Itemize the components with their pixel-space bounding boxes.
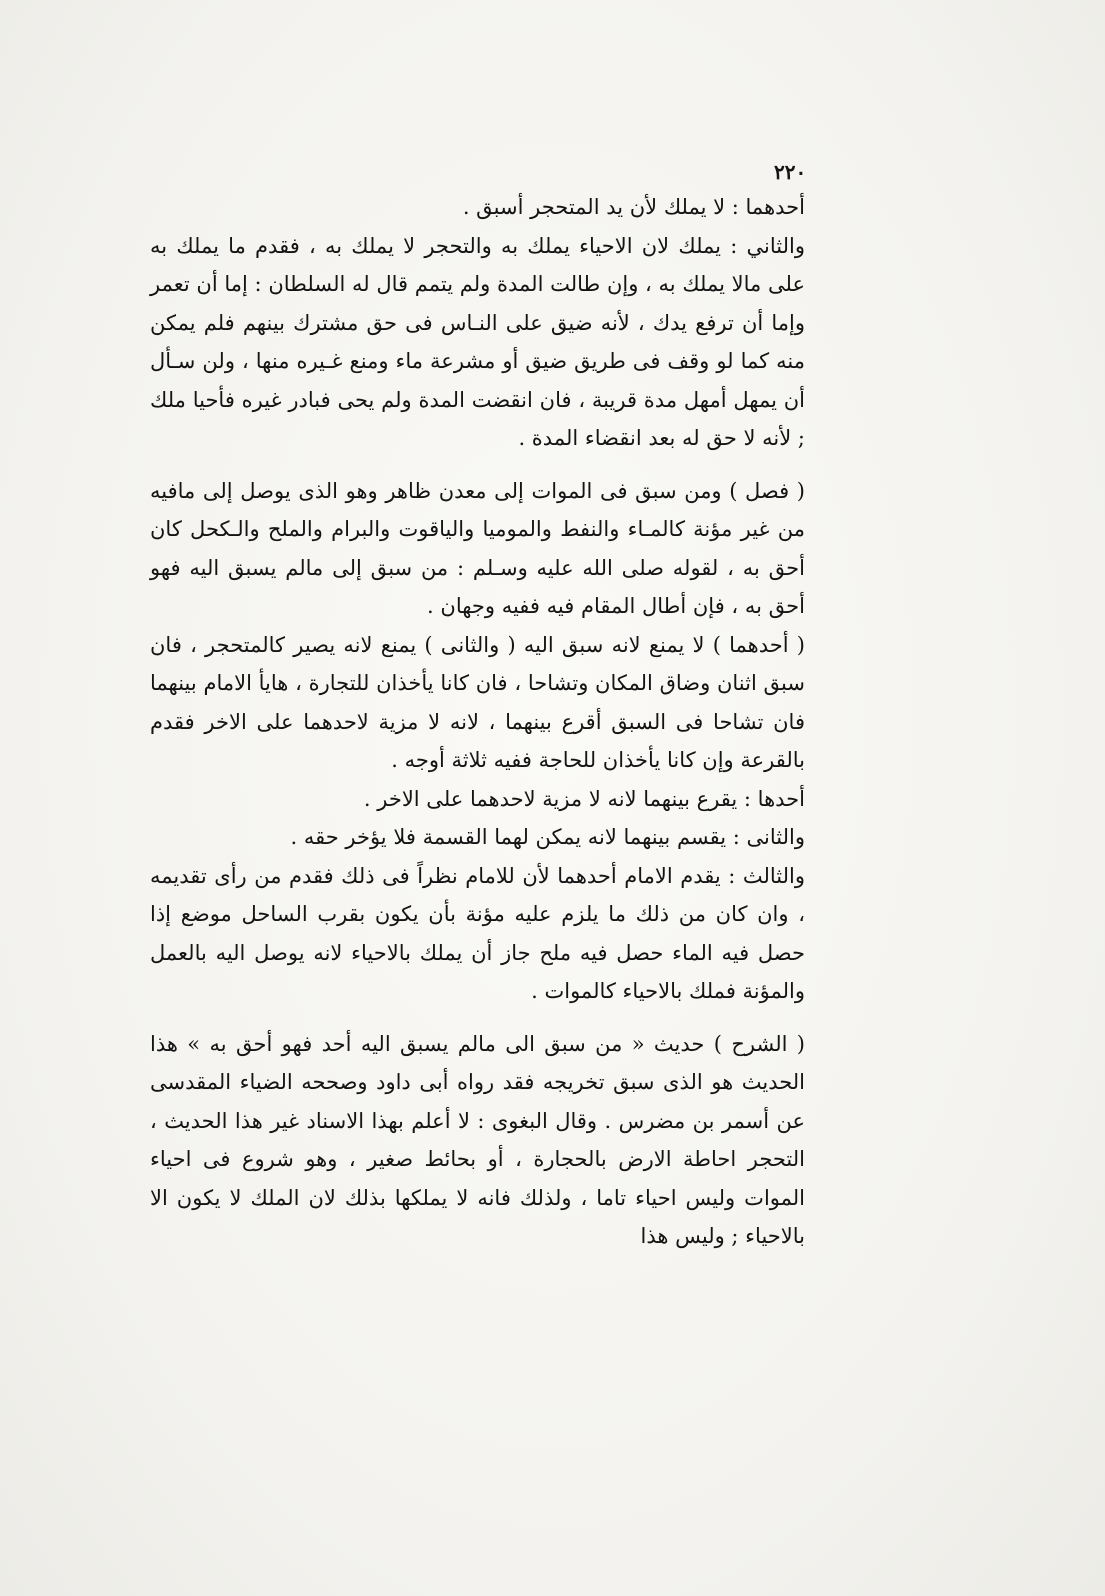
body-text [150, 188, 850, 1256]
paragraph-7: والثالث : يقدم الامام أحدهما لأن للامام نظراً فى ذلك فقدم من رأى تقديمه ، وان كان من ذلك ما يلزم عليه مؤنة بأن يكون بقرب الساحل موضع إذا حصل فيه الماء حصل فيه ملح جاز أن يملك بالاحياء لانه يوصل اليه بالعمل والمؤنة فملك بالاحياء كالموات . [150, 863, 805, 1003]
paragraph-4: ( أحدهما ) لا يمنع لانه سبق اليه ( والثانى ) يمنع لانه يصير كالمتحجر ، فان سبق اثنان وضاق المكان وتشاحا ، فان كانا يأخذان للتجارة ، هايأ الامام بينهما فان تشاحا فى السبق أقرع بينهما ، لانه لا مزية لاحدهما على الاخر فقدم بالقرعة وإن كانا يأخذان للحاجة ففيه ثلاثة أوجه . [150, 632, 805, 772]
paragraph-2: والثاني : يملك لان الاحياء يملك به والتحجر لا يملك به ، فقدم ما يملك به على مالا يملك به ، وإن طالت المدة ولم يتمم قال له السلطان : إما أن تعمر وإما أن ترفع يدك ، لأنه ضيق على النـاس فى حق مشترك بينهم فلم يمكن منه كما لو وقف فى طريق ضيق أو مشرعة ماء ومنع غـيره منها ، ولن سـأل أن يمهل أمهل مدة قريبة ، فان انقضت المدة ولم يحى فبادر غيره فأحيا ملك ; لأنه لا حق له بعد انقضاء المدة . [150, 233, 805, 450]
page-number: ٢٢٠ [774, 160, 807, 184]
paragraph-6: والثانى : يقسم بينهما لانه يمكن لهما القسمة فلا يؤخر حقه . [290, 825, 805, 849]
paragraph-5: أحدها : يقرع بينهما لانه لا مزية لاحدهما على الاخر . [363, 786, 805, 811]
paragraph-8-sharh: ( الشرح ) حديث « من سبق الى مالم يسبق اليه أحد فهو أحق به » هذا الحديث هو الذى سبق تخريجه فقد رواه أبى داود وصححه الضياء المقدسى عن أسمر بن مضرس . وقال البغوى : لا أعلم بهذا الاسناد غير هذا الحديث ، التحجر احاطة الارض بالحجارة ، أو بحائط صغير ، وهو شروع فى احياء الموات وليس احياء تاما ، ولذلك فانه لا يملكها بذلك لان الملك لا يكون الا بالاحياء ; وليس هذا [150, 1031, 805, 1248]
paragraph-1: أحدهما : لا يملك لأن يد المتحجر أسبق . [462, 195, 805, 219]
paragraph-3-fasl: ( فصل ) ومن سبق فى الموات إلى معدن ظاهر وهو الذى يوصل إلى مافيه من غير مؤنة كالمـاء والنفط والموميا والياقوت والبرام والملح والـكحل كان أحق به ، لقوله صلى الله عليه وسـلم : من سبق إلى مالم يسبق اليه فهو أحق به ، فإن أطال المقام فيه ففيه وجهان . [150, 478, 805, 618]
